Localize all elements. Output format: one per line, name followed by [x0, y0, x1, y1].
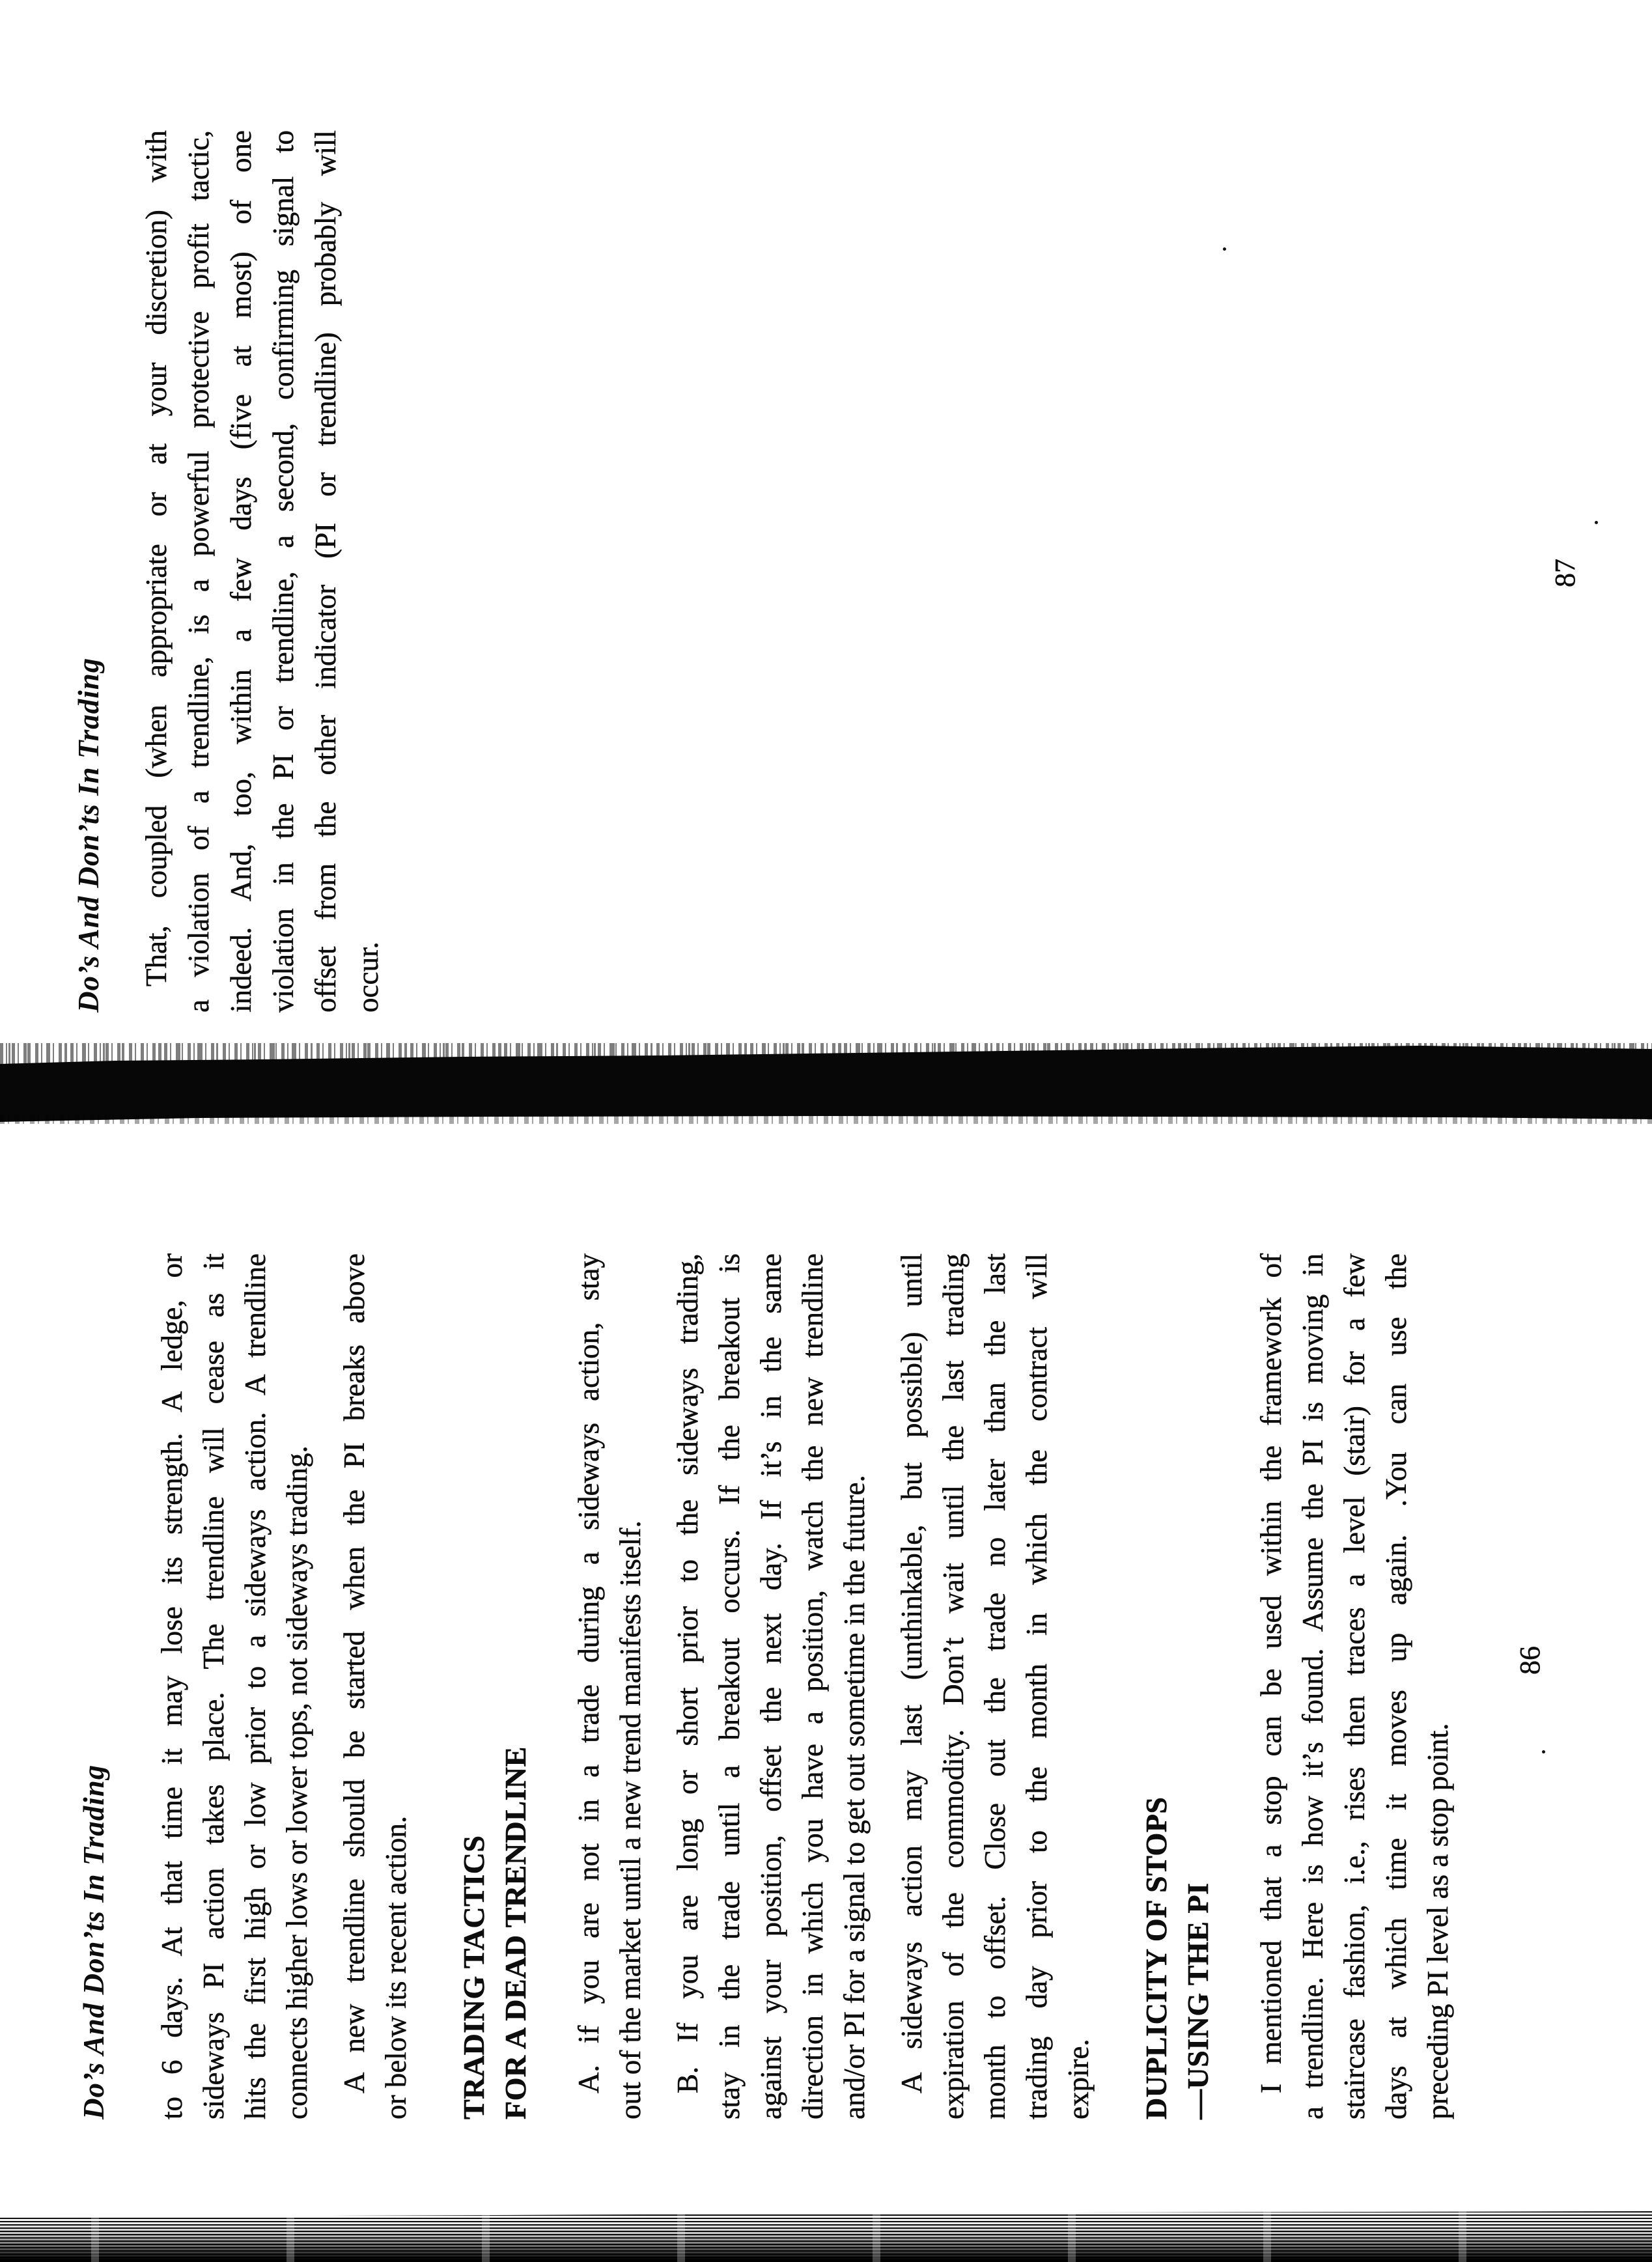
paragraph — [1250, 1253, 1459, 2119]
body-line: A. if you are not in a trade during a sideways action, stay — [572, 1253, 605, 2093]
body-line: hits the first high or low prior to a sideways action. A trendline — [239, 1253, 272, 2119]
body-line: a trendline. Here is how it’s found. Assume the PI is moving in — [1296, 1253, 1329, 2119]
body-line: trading day prior to the month in which the contract will — [1020, 1253, 1053, 2119]
paragraph — [891, 1253, 1099, 2119]
body-line: indeed. And, too, within a few days (five at most) of one — [225, 130, 257, 1012]
body-line: a violation of a trendline, is a powerful protective profit tactic, — [182, 130, 215, 1012]
gutter-noise-bottom — [0, 1115, 1652, 1124]
page-number-87: 87 — [1549, 559, 1581, 587]
body-line: stay in the trade until a breakout occurs. If the breakout is — [713, 1253, 746, 2119]
page-left-86 — [39, 1166, 1602, 2227]
body-line: against your position, offset the next day. If it’s in the same — [755, 1253, 787, 2119]
body-line: direction in which you have a position, watch the new trendline — [796, 1253, 829, 2119]
body-line: days at which time it moves up again. .You can use the — [1380, 1253, 1412, 2119]
body-line: That, coupled (when appropriate or at your discretion) with — [140, 130, 173, 986]
body-line: preceding PI level as a stop point. — [1421, 1723, 1454, 2119]
paragraph — [333, 1253, 417, 2119]
page-number-86: 86 — [1514, 1646, 1546, 1675]
body-line: expire. — [1062, 2039, 1095, 2119]
body-line: out of the market until a new trend manifests itself. — [614, 1520, 647, 2119]
page-right-87 — [39, 0, 1602, 1152]
body-line: A new trendline should be started when the PI breaks above — [338, 1253, 371, 2093]
scan-speck — [1542, 1750, 1545, 1753]
paragraph — [135, 130, 389, 1012]
section-heading — [453, 1253, 537, 2119]
body-line: or below its recent action. — [380, 1815, 412, 2119]
scan-speck — [1595, 521, 1598, 524]
heading-line: TRADING TACTICS — [457, 1835, 490, 2119]
running-head: Do’s And Don’ts In Trading — [77, 1764, 110, 2119]
running-head: Do’s And Don’ts In Trading — [72, 657, 105, 1012]
paragraph — [151, 1253, 318, 2119]
body-line: offset from the other indicator (PI or trendline) probably will — [309, 130, 342, 1012]
body-line: I mentioned that a stop can be used within the framework of — [1255, 1253, 1287, 2093]
heading-line: DUPLICITY OF STOPS — [1140, 1796, 1173, 2119]
scan-speck — [1223, 247, 1226, 251]
body-line: month to offset. Close out the trade no later than the last — [979, 1253, 1011, 2119]
body-line: expiration of the commodity. Don’t wait until the last trading — [937, 1253, 970, 2119]
heading-line: FOR A DEAD TRENDLINE — [499, 1746, 532, 2119]
body-line: staircase fashion, i.e., rises then traces a level (stair) for a few — [1338, 1253, 1371, 2119]
paragraph — [667, 1253, 875, 2119]
paragraph — [568, 1253, 651, 2119]
body-line: A sideways action may last (unthinkable, but possible) until — [895, 1253, 928, 2093]
body-line: and/or PI for a signal to get out sometime in the future. — [838, 1475, 871, 2119]
body-line: B. If you are long or short prior to the sideways trading, — [671, 1253, 704, 2093]
body-line: connects higher lows or lower tops, not sideways trading. — [281, 1445, 313, 2119]
body-line: violation in the PI or trendline, a second, confirming signal to — [267, 130, 300, 1012]
page-edges-texture — [0, 2211, 1652, 2262]
section-heading — [1136, 1253, 1219, 2119]
page-86-body — [151, 1253, 1459, 2119]
page-87-body — [135, 130, 389, 1012]
book-gutter-shadow — [0, 1040, 1652, 1126]
body-line: sideways PI action takes place. The trendline will cease as it — [197, 1253, 230, 2119]
heading-line: —USING THE PI — [1181, 1882, 1214, 2119]
body-line: to 6 days. At that time it may lose its strength. A ledge, or — [156, 1253, 188, 2119]
body-line: occur. — [352, 942, 384, 1012]
